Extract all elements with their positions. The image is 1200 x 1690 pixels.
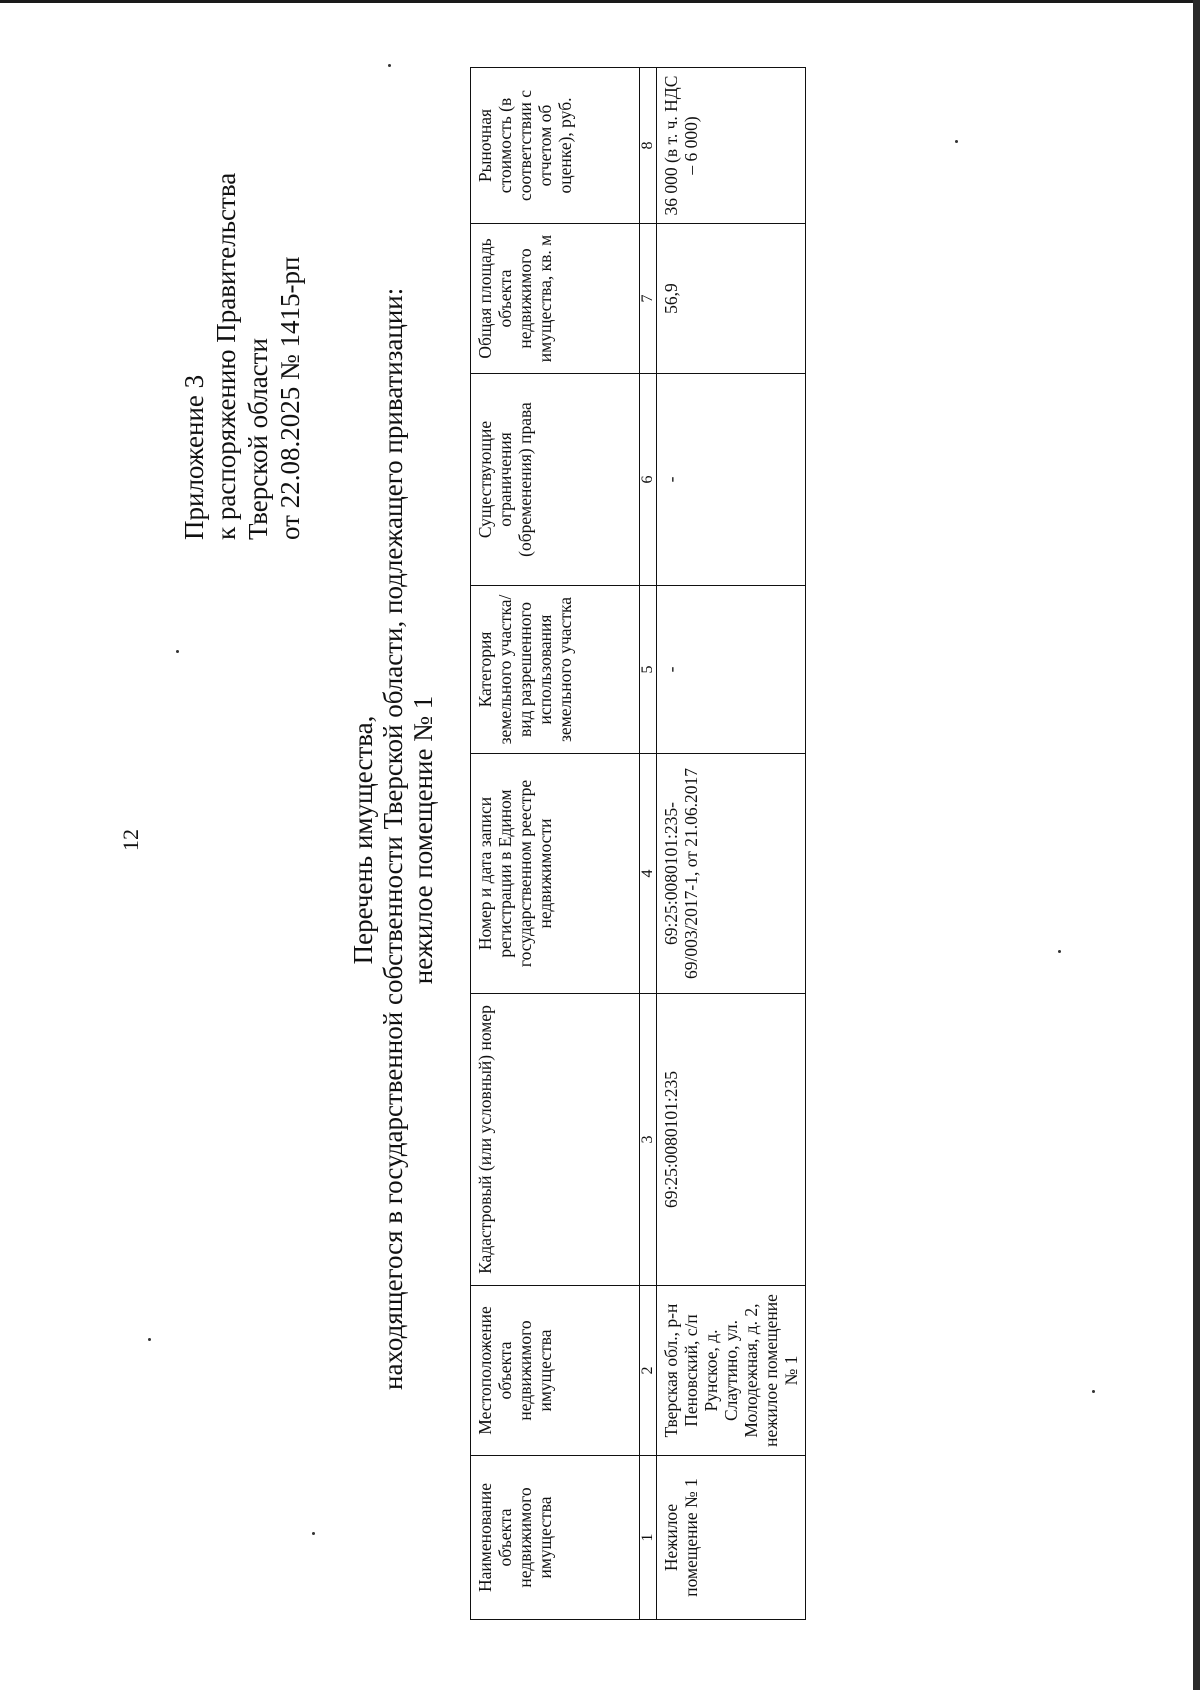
cell-restrictions: - <box>657 374 806 586</box>
column-number: 8 <box>640 68 657 224</box>
column-header-price: Рыночная стоимость (в соответствии с отчетом об оценке), руб. <box>471 68 640 224</box>
column-header-cadastral: Кадастровый (или условный) номер <box>471 994 640 1286</box>
appendix-block <box>178 173 306 540</box>
heading-subtitle: находящегося в государственной собственности Тверской области, подлежащего приватизации: <box>378 287 408 1390</box>
column-number: 7 <box>640 224 657 374</box>
column-header-land-category: Категория земельного участка/вид разрешенного использования земельного участка <box>471 586 640 754</box>
cell-name: Нежилое помещение № 1 <box>657 1456 806 1620</box>
column-header-registration: Номер и дата записи регистрации в Едином государственном реестре недвижимости <box>471 754 640 994</box>
column-number: 6 <box>640 374 657 586</box>
document-heading <box>348 287 438 1390</box>
column-header-name: Наименование объекта недвижимого имущества <box>471 1456 640 1620</box>
property-table <box>470 67 806 1620</box>
column-header-area: Общая площадь объекта недвижимого имущества, кв. м <box>471 224 640 374</box>
column-header-location: Местоположение объекта недвижимого имущества <box>471 1286 640 1456</box>
appendix-order: к распоряжению Правительства <box>211 172 241 540</box>
cell-cadastral: 69:25:0080101:235 <box>657 994 806 1286</box>
table-row <box>657 68 806 1620</box>
cell-land-category: - <box>657 586 806 754</box>
column-number: 5 <box>640 586 657 754</box>
page-number: 12 <box>118 829 143 851</box>
column-number: 4 <box>640 754 657 994</box>
appendix-date: от 22.08.2025 № 1415-рп <box>275 256 305 540</box>
column-header-restrictions: Существующие ограничения (обременения) права <box>471 374 640 586</box>
appendix-region: Тверской области <box>243 338 273 540</box>
cell-area: 56,9 <box>657 224 806 374</box>
column-number: 2 <box>640 1286 657 1456</box>
column-number: 1 <box>640 1456 657 1620</box>
heading-object: нежилое помещение № 1 <box>408 695 438 985</box>
column-number-row <box>640 68 657 1620</box>
appendix-title: Приложение 3 <box>179 374 209 540</box>
cell-location: Тверская обл., р-н Пеновский, с/п Рунское, д. Слаутино, ул. Молодежная, д. 2, нежилое помещение № 1 <box>657 1286 806 1456</box>
column-number: 3 <box>640 994 657 1286</box>
cell-registration: 69:25:0080101:235-69/003/2017-1, от 21.06.2017 <box>657 754 806 994</box>
heading-title: Перечень имущества, <box>348 715 378 965</box>
cell-price: 36 000 (в т. ч. НДС – 6 000) <box>657 68 806 224</box>
